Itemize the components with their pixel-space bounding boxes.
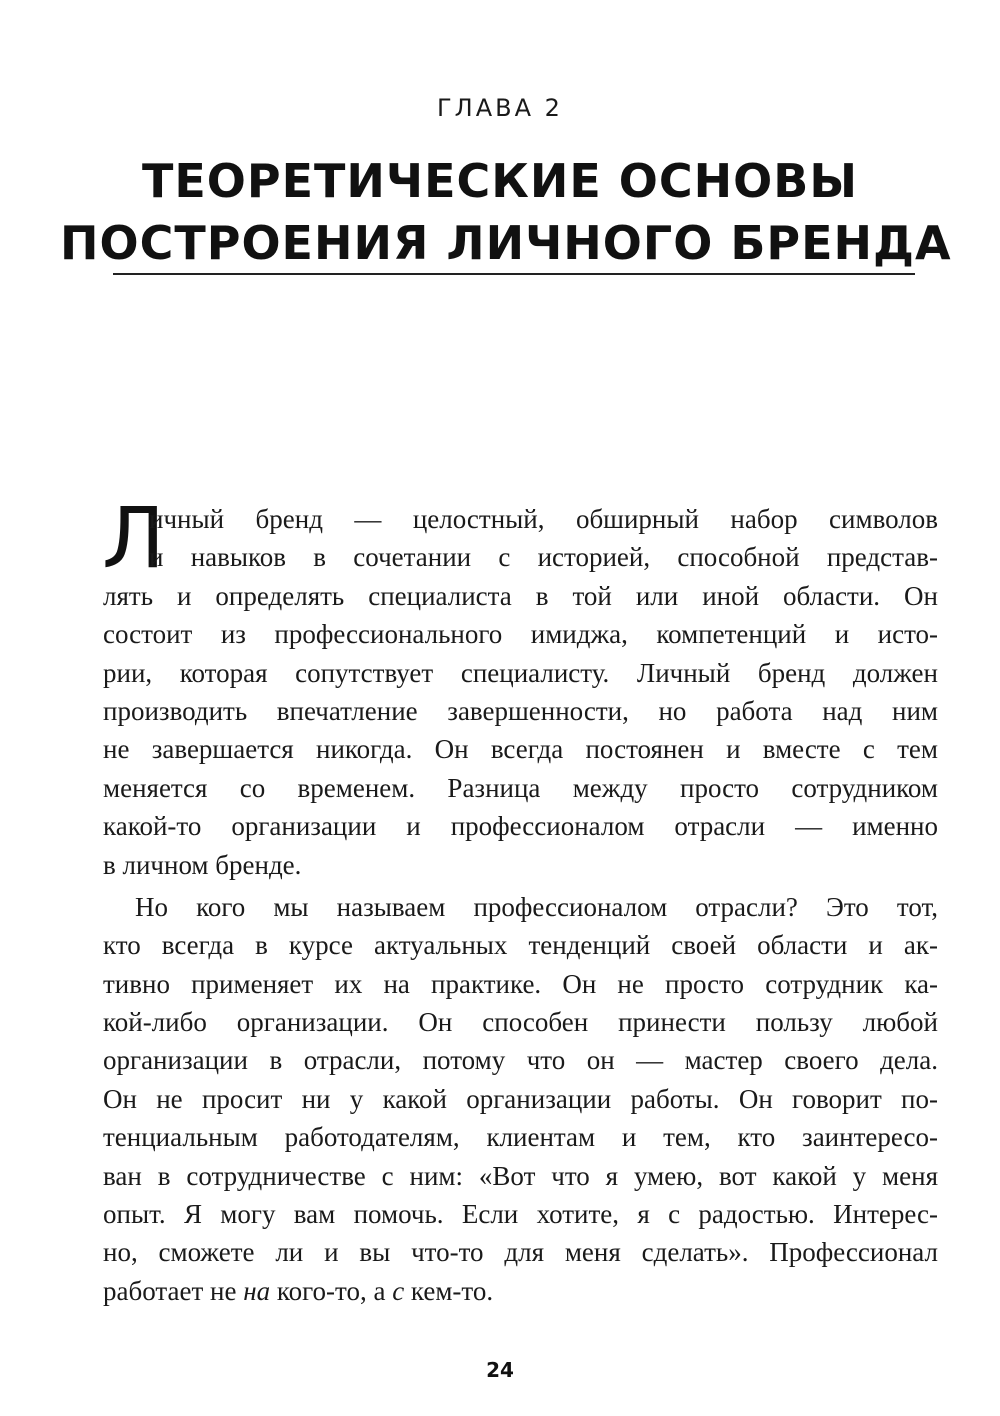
text-line: не завершается никогда. Он всегда постоянен и вместе с тем [103, 734, 938, 765]
drop-cap: Л [102, 489, 166, 587]
text-line: и навыков в сочетании с историей, способной представ- [149, 542, 938, 573]
body-text [103, 500, 938, 1310]
text-line: ичный бренд — целостный, обширный набор символов [149, 504, 938, 534]
text-line: опыт. Я могу вам помочь. Если хотите, я с радостью. Интерес- [103, 1199, 938, 1230]
chapter-title [60, 150, 952, 274]
last-line-part: работает не [103, 1275, 244, 1306]
text-line-last [103, 1272, 938, 1310]
text-line: в личном бренде. [103, 849, 302, 880]
chapter-title-line-1: ТЕОРЕТИЧЕСКИЕ ОСНОВЫ [142, 154, 858, 208]
text-line: кто всегда в курсе актуальных тенденций своей области и ак- [103, 930, 938, 961]
chapter-title-line-2: ПОСТРОЕНИЯ ЛИЧНОГО БРЕНДА [60, 216, 952, 270]
text-line: ван в сотрудничестве с ним: «Вот что я умею, вот какой у меня [103, 1160, 938, 1191]
chapter-label: ГЛАВА 2 [437, 94, 563, 122]
title-divider [113, 273, 915, 275]
text-line: организации в отрасли, потому что он — мастер своего дела. [103, 1045, 938, 1076]
text-line: но, сможете ли и вы что-то для меня сделать». Профессионал [103, 1237, 938, 1268]
text-line: лять и определять специалиста в той или иной области. Он [103, 580, 938, 611]
emphasis: с [392, 1275, 405, 1306]
text-line: рии, которая сопутствует специалисту. Личный бренд должен [103, 657, 938, 688]
last-line-part: кого-то, а [270, 1275, 393, 1306]
text-line: Он не просит ни у какой организации работы. Он говорит по- [103, 1083, 938, 1114]
emphasis: на [243, 1275, 271, 1306]
page-number: 24 [486, 1358, 514, 1382]
text-line: тивно применяет их на практике. Он не просто сотрудник ка- [103, 968, 938, 999]
text-line: какой-то организации и профессионалом отрасли — именно [103, 811, 938, 842]
last-line-part: кем-то. [404, 1275, 494, 1306]
text-line: Но кого мы называем профессионалом отрасли? Это тот, [135, 891, 938, 922]
text-line: тенциальным работодателям, клиентам и тем, кто заинтересо- [103, 1122, 938, 1153]
text-line: меняется со временем. Разница между просто сотрудником [103, 772, 938, 803]
text-line: производить впечатление завершенности, но работа над ним [103, 695, 938, 726]
text-line: кой-либо организации. Он способен принести пользу любой [103, 1007, 938, 1038]
text-line: состоит из профессионального имиджа, компетенций и исто- [103, 619, 938, 650]
